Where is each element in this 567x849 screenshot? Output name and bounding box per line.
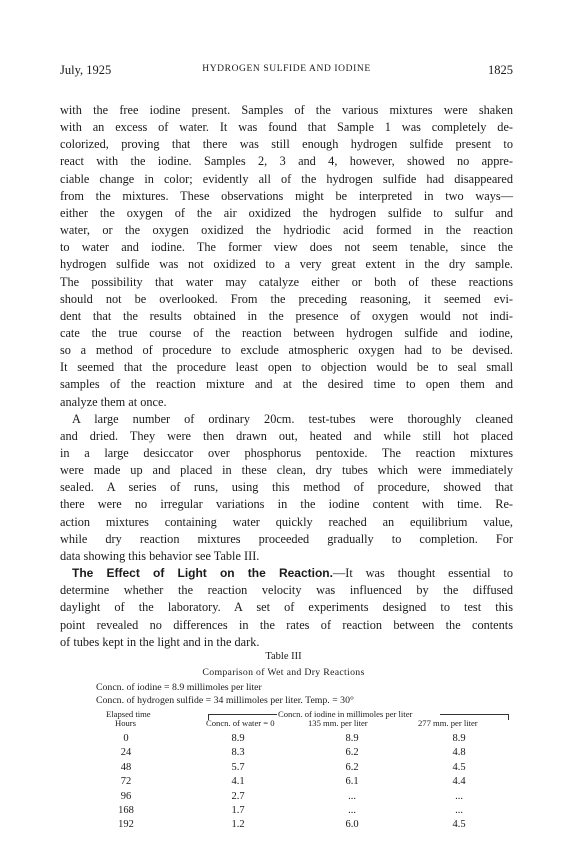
cell-iodine-concn: 6.0 — [345, 819, 359, 831]
body-line: The possibility that water may catalyze either or both of these reactions — [60, 274, 513, 289]
body-line: were made up and placed in these clean, dry tubes which were immediately — [60, 463, 513, 478]
col-header-water-0: Concn. of water = 0 — [206, 718, 275, 728]
cell-iodine-concn: 6.2 — [345, 761, 359, 773]
body-line: with the free iodine present. Samples of the various mixtures were shaken — [60, 103, 513, 117]
cell-iodine-concn: 4.5 — [452, 761, 466, 773]
cell-iodine-concn: ... — [455, 790, 463, 802]
cell-iodine-concn: 1.2 — [231, 819, 245, 831]
cell-iodine-concn: ... — [455, 805, 463, 816]
body-line: should not be overlooked. From the preceding reasoning, it seemed evi- — [60, 291, 513, 306]
cell-iodine-concn: 6.2 — [345, 747, 359, 759]
cell-iodine-concn: 5.7 — [231, 761, 245, 773]
body-line: data showing this behavior see Table III. — [60, 548, 260, 563]
header-date: July, 1925 — [60, 63, 112, 77]
body-line: in a large desiccator over phosphorus pentoxide. The reaction mixtures — [60, 446, 513, 460]
body-line: ciable change in color; evidently all of the hydrogen sulfide had disappeared — [60, 171, 513, 186]
section-line: determine whether the reaction velocity was influenced by the diffused — [60, 583, 513, 598]
cell-iodine-concn: 2.7 — [231, 790, 245, 802]
body-line: A large number of ordinary 20cm. test-tubes were thoroughly cleaned — [72, 411, 513, 426]
cell-hours: 24 — [120, 747, 132, 759]
col-group-header: Concn. of iodine in millimoles per liter — [278, 709, 413, 719]
body-line: there were no irregular variations in the iodine content with time. Re- — [60, 497, 513, 512]
cell-iodine-concn: 8.9 — [231, 733, 245, 744]
cell-hours: 192 — [118, 819, 134, 831]
cell-hours: 72 — [120, 776, 132, 788]
cell-iodine-concn: 8.3 — [231, 747, 245, 759]
body-line: with an excess of water. It was found that Sample 1 was completely de- — [60, 120, 513, 135]
cell-iodine-concn: 8.9 — [452, 733, 466, 744]
body-line: It seemed that the procedure least open to objection would be to seal small — [60, 360, 513, 375]
cell-iodine-concn: 4.8 — [452, 747, 466, 759]
cell-iodine-concn: 4.1 — [231, 776, 245, 788]
cell-iodine-concn: 8.9 — [345, 733, 359, 744]
table-title: Comparison of Wet and Dry Reactions — [202, 667, 365, 678]
body-line: from the mixtures. These observations might be interpreted in two ways— — [60, 188, 513, 203]
body-line: and dried. They were then drawn out, heated and while still hot placed — [60, 428, 513, 443]
section-line: of tubes kept in the light and in the dark. — [60, 634, 260, 649]
cell-iodine-concn: 6.1 — [345, 776, 359, 788]
body-line: react with the iodine. Samples 2, 3 and 4, however, showed no appre- — [60, 154, 513, 169]
body-line: hydrogen sulfide was not oxidized to a very great extent in the dry sample. — [60, 257, 513, 272]
header-page-number: 1825 — [488, 63, 513, 77]
section-line: point revealed no differences in the rates of reaction between the contents — [60, 617, 513, 632]
body-line: dent that the results obtained in the presence of oxygen would not indi- — [60, 308, 513, 323]
body-line: sealed. A series of runs, using this method of procedure, showed that — [60, 480, 513, 495]
col-header-hours: Hours — [115, 718, 137, 728]
cell-hours: 0 — [123, 733, 129, 744]
col-header-277mm: 277 mm. per liter — [418, 718, 478, 728]
body-line: water, or the oxygen oxidized the hydriodic acid formed in the reaction — [60, 223, 513, 238]
col-header-135mm: 135 mm. per liter — [308, 718, 368, 728]
cell-iodine-concn: 4.4 — [452, 776, 466, 788]
cell-iodine-concn: 1.7 — [231, 805, 245, 816]
body-line: while dry reaction mixtures proceeded gradually to completion. For — [60, 531, 513, 546]
body-line: colorized, proving that there was still enough hydrogen sulfide present to — [60, 137, 513, 152]
body-line: to water and iodine. The former view does not seem tenable, since the — [60, 240, 513, 255]
cell-iodine-concn: ... — [348, 790, 356, 802]
body-line: either the oxygen of the air oxidized the hydrogen sulfide to sulfur and — [60, 205, 513, 220]
table-condition-iodine: Concn. of iodine = 8.9 millimoles per liter — [96, 682, 262, 693]
body-line: so a method of procedure to exclude atmospheric oxygen had to be devised. — [60, 343, 513, 358]
body-line: samples of the reaction mixture and at the desired time to open them and — [60, 377, 513, 392]
table-label: Table III — [265, 651, 302, 662]
section-first-line — [72, 565, 513, 582]
section-line-text: —It was thought essential to — [332, 566, 513, 581]
body-line: analyze them at once. — [60, 394, 167, 409]
cell-iodine-concn: ... — [348, 805, 356, 816]
col-header-elapsed: Elapsed time — [106, 709, 151, 719]
section-line: daylight of the laboratory. A set of experiments designed to test this — [60, 600, 513, 615]
table-condition-h2s: Concn. of hydrogen sulfide = 34 millimoles per liter. Temp. = 30° — [96, 695, 354, 706]
body-line: cate the true course of the reaction between hydrogen sulfide and iodine, — [60, 325, 513, 340]
running-header — [60, 63, 513, 79]
cell-iodine-concn: 4.5 — [452, 819, 466, 831]
cell-hours: 48 — [120, 761, 132, 773]
header-running-title: HYDROGEN SULFIDE AND IODINE — [202, 64, 371, 74]
cell-hours: 168 — [118, 805, 134, 816]
section-heading: The Effect of Light on the Reaction. — [72, 566, 333, 581]
cell-hours: 96 — [120, 790, 132, 802]
body-line: action mixtures containing water quickly reached an equilibrium value, — [60, 514, 513, 529]
